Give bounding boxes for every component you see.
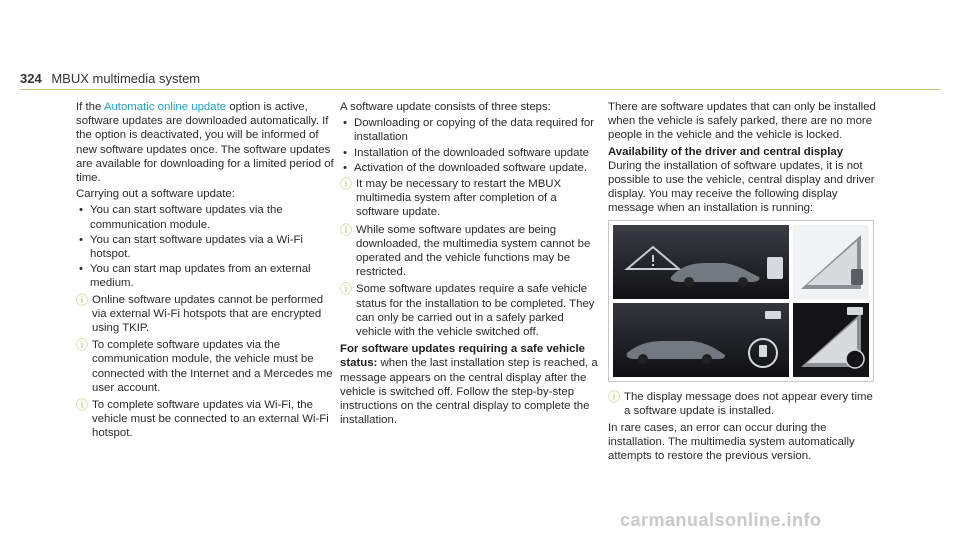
update-steps-list bbox=[340, 116, 600, 175]
list-item: • You can start software updates via a Wi-Fi hotspot. bbox=[76, 233, 336, 261]
note-item: ⓘ Online software updates cannot be performed via external Wi-Fi hotspots that are encrypted using TKIP. bbox=[76, 292, 324, 335]
info-icon: ⓘ bbox=[340, 282, 353, 297]
page-number: 324 bbox=[20, 71, 42, 86]
availability-heading: Availability of the driver and central display bbox=[608, 145, 844, 158]
info-icon: ⓘ bbox=[76, 398, 89, 413]
watermark: carmanualsonline.info bbox=[620, 510, 822, 530]
info-icon: ⓘ bbox=[76, 338, 89, 353]
note-item: ⓘ It may be necessary to restart the MBUX multimedia system after completion of a software update. bbox=[340, 177, 562, 219]
page-header bbox=[20, 71, 200, 86]
display-message-figure bbox=[608, 220, 874, 382]
central-display-panel bbox=[793, 303, 869, 377]
list-item: • Installation of the downloaded software update bbox=[340, 146, 600, 160]
section-title: MBUX multimedia system bbox=[51, 71, 201, 86]
availability-text: During the installation of software updates, it is not possible to use the vehicle, central display and driver display. You may receive the following display message when an installation is running: bbox=[608, 159, 875, 215]
column-1 bbox=[76, 100, 336, 444]
note-item: ⓘ To complete software updates via Wi-Fi, the vehicle must be connected to an external Wi-Fi hotspot. bbox=[76, 398, 329, 440]
intro-paragraph: If the Automatic online update option is active, software updates are downloaded automatically. If the option is deactivated, you will be informed of new software updates once. The software updates are available for downloading for a limited period of time. bbox=[76, 101, 334, 185]
safe-status-paragraph: For software updates requiring a safe vehicle status: when the last installation step is reached, a message appears on the central display after the vehicle is switched off. Follow the step-by-step instructions on the central display to complete the installation. bbox=[340, 343, 598, 427]
central-display-panel bbox=[793, 225, 869, 299]
column-2 bbox=[340, 100, 600, 429]
info-icon: ⓘ bbox=[76, 292, 89, 307]
note-item: ⓘ To complete software updates via the communication module, the vehicle must be connected with the Internet and a Mercedes me user account. bbox=[76, 338, 333, 394]
carry-out-text: Carrying out a software update: bbox=[76, 188, 235, 201]
car-update-icon bbox=[613, 303, 789, 377]
update-methods-list bbox=[76, 203, 336, 290]
car-warning-icon bbox=[613, 225, 789, 299]
automatic-online-update-link[interactable]: Automatic online update bbox=[103, 101, 227, 113]
header-rule bbox=[20, 89, 940, 90]
column-3 bbox=[608, 100, 878, 466]
list-item: • Downloading or copying of the data required for installation bbox=[340, 116, 600, 144]
info-icon: ⓘ bbox=[340, 222, 353, 237]
driver-display-screen bbox=[613, 225, 789, 299]
driver-display-screen bbox=[613, 303, 789, 377]
list-item: • You can start map updates from an external medium. bbox=[76, 262, 336, 290]
note-item: ⓘ Some software updates require a safe vehicle status for the installation to be completed. They can only be carried out in a safely parked vehicle with the vehicle switched off. bbox=[340, 282, 595, 339]
error-restore-paragraph: In rare cases, an error can occur during the installation. The multimedia system automatically attempts to restore the previous version. bbox=[608, 422, 855, 463]
note-item: ⓘ While some software updates are being downloaded, the multimedia system cannot be operated and the vehicle functions may be restricted. bbox=[340, 222, 591, 279]
info-icon: ⓘ bbox=[608, 389, 621, 404]
info-icon: ⓘ bbox=[340, 177, 353, 192]
parked-intro: There are software updates that can only be installed when the vehicle is safely parked, there are no more people in the vehicle and the vehicle is locked. bbox=[608, 101, 876, 142]
list-item: • You can start software updates via the communication module. bbox=[76, 203, 336, 231]
warning-triangle-icon bbox=[793, 303, 869, 377]
warning-triangle-icon bbox=[793, 225, 869, 299]
safe-status-heading: For software updates requiring a safe vehicle status: bbox=[340, 343, 585, 370]
note-item: ⓘ The display message does not appear every time a software update is installed. bbox=[608, 389, 873, 417]
list-item: • Activation of the downloaded software update. bbox=[340, 161, 600, 175]
steps-intro: A software update consists of three steps: bbox=[340, 101, 551, 113]
